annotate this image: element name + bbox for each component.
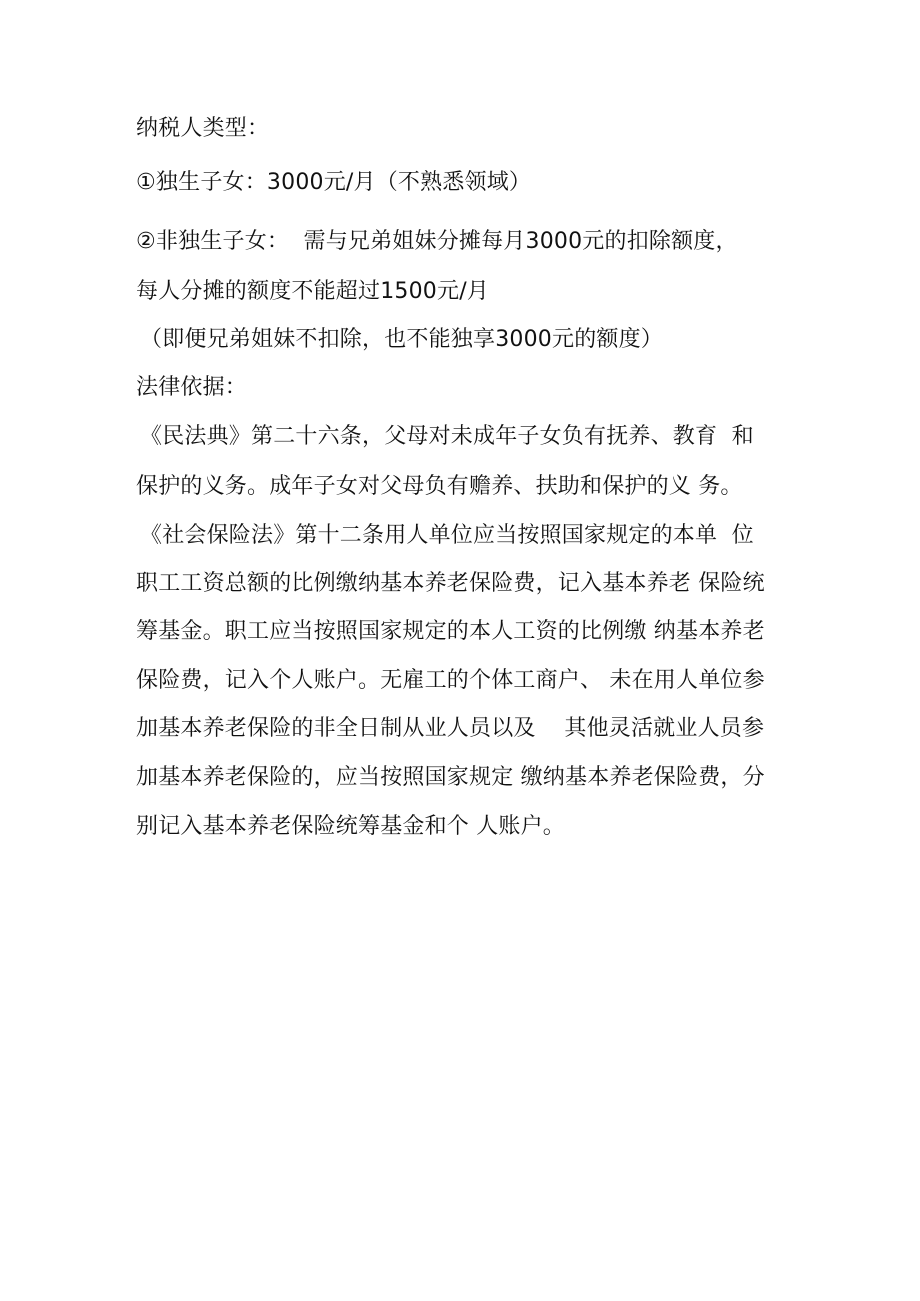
social-insurance-paragraph-line: 职工工资总额的比例缴纳基本养老保险费，记入基本养老 保险统: [136, 571, 765, 596]
only-child-item: ①独生子女：3000元/月（不熟悉领域）: [136, 170, 532, 195]
taxpayer-type-heading: 纳税人类型：: [136, 116, 270, 141]
non-only-child-item: ②非独生子女： 需与兄弟姐妹分摊每月3000元的扣除额度，: [136, 229, 738, 254]
social-insurance-paragraph-line: 加基本养老保险的非全日制从业人员以及 其他灵活就业人员参: [136, 716, 765, 741]
social-insurance-paragraph-line: 筹基金。职工应当按照国家规定的本人工资的比例缴 纳基本养老: [136, 619, 765, 644]
civil-code-paragraph-line: 《民法典》第二十六条，父母对未成年子女负有抚养、教育 和: [140, 424, 754, 449]
social-insurance-paragraph-line: 加基本养老保险的，应当按照国家规定 缴纳基本养老保险费，分: [136, 765, 765, 790]
exclusive-note-line: （即便兄弟姐妹不扣除，也不能独享3000元的额度）: [140, 327, 663, 352]
social-insurance-paragraph-line: 别记入基本养老保险统筹基金和个 人账户。: [136, 814, 565, 839]
civil-code-paragraph-line: 保护的义务。成年子女对父母负有赡养、扶助和保护的义 务。: [136, 474, 743, 499]
legal-basis-heading: 法律依据：: [136, 375, 248, 400]
social-insurance-paragraph-line: 保险费，记入个人账户。无雇工的个体工商户、 未在用人单位参: [136, 668, 765, 693]
social-insurance-paragraph-line: 《社会保险法》第十二条用人单位应当按照国家规定的本单 位: [140, 523, 754, 548]
per-person-limit-line: 每人分摊的额度不能超过1500元/月: [136, 279, 490, 304]
